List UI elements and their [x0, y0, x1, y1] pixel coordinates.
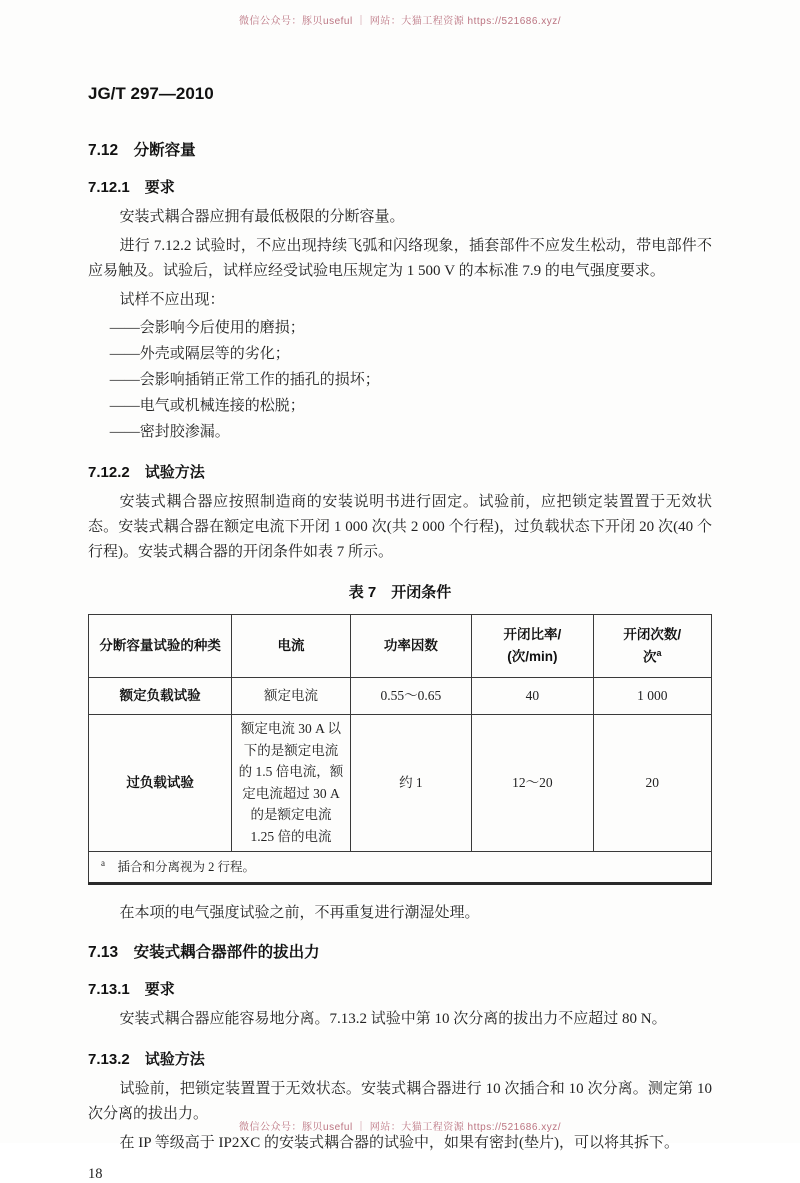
- section-7-13-2-title: 7.13.2 试验方法: [88, 1050, 205, 1068]
- paragraph: 在本项的电气强度试验之前，不再重复进行潮湿处理。: [119, 904, 480, 921]
- header-switch-rate-line1: 开闭比率/: [503, 627, 562, 643]
- header-test-kind: 分断容量试验的种类: [89, 615, 232, 678]
- cell-count: 20: [593, 715, 711, 852]
- list-item: ——会影响今后使用的磨损；: [109, 320, 305, 336]
- header-power-factor: 功率因数: [350, 615, 471, 678]
- paragraph: 在 IP 等级高于 IP2XC 的安装式耦合器的试验中，如果有密封(垫片)，可以将其拆下。: [119, 1134, 679, 1151]
- header-switch-count-line2: 次$^a$: [643, 647, 662, 665]
- cell-count: 1 000: [593, 678, 711, 715]
- paragraph: 进行 7.12.2 试验时，不应出现持续飞弧和闪络现象，插套部件不应发生松动，带电部件不应易触及。试验后，试样应经受试验电压规定为 1 500 V 的本标准 7.9 的电气强度要求。: [88, 238, 712, 279]
- list-item: ——外壳或隔层等的劣化；: [109, 346, 290, 362]
- section-7-12-2-title: 7.12.2 试验方法: [88, 464, 205, 481]
- table-footnote-row: [89, 851, 712, 883]
- section-7-13-1-title: 7.13.1 要求: [88, 980, 175, 998]
- page-number: 18: [88, 1165, 103, 1182]
- section-7-13-title: 7.13 安装式耦合器部件的拔出力: [88, 943, 320, 961]
- paragraph: 安装式耦合器应能容易地分离。7.13.2 试验中第 10 次分离的拔出力不应超过 80 N。: [119, 1010, 667, 1027]
- watermark-bottom: 微信公众号：豚贝useful ｜ 网站：大猫工程资源 https://521686.xyz/: [239, 1122, 561, 1133]
- header-switch-count: [593, 615, 711, 678]
- table-footnote: $^a$ 插合和分离视为 2 行程。: [89, 851, 712, 883]
- header-switch-rate: [472, 615, 593, 678]
- doc-number: JG/T 297—2010: [88, 84, 214, 103]
- cell-rate: 40: [472, 678, 593, 715]
- cell-current: 额定电流: [232, 678, 350, 715]
- paragraph: 安装式耦合器应拥有最低极限的分断容量。: [119, 209, 405, 225]
- cell-power-factor: 约 1: [350, 715, 471, 852]
- paragraph: 安装式耦合器应按照制造商的安装说明书进行固定。试验前，应把锁定装置置于无效状态。安装式耦合器在额定电流下开闭 1 000 次(共 2 000 个行程)，过负载状态下开闭 20 次(40 个行程)。安装式耦合器的开闭条件如表 7 所示。: [88, 494, 712, 560]
- footnote-marker: a: [101, 857, 105, 868]
- table-row-rated-load: [89, 678, 712, 715]
- dash-list: [88, 315, 712, 445]
- section-7-12-1-title: 7.12.1 要求: [88, 179, 175, 196]
- section-7-12-title: 7.12 分断容量: [88, 142, 196, 159]
- footnote-marker: a: [656, 647, 662, 658]
- cell-current: 额定电流 30 A 以下的是额定电流的 1.5 倍电流，额定电流超过 30 A 的是额定电流 1.25 倍的电流: [232, 715, 350, 852]
- list-item: ——电气或机械连接的松脱；: [109, 398, 305, 414]
- watermark-top: 微信公众号：豚贝useful ｜ 网站：大猫工程资源 https://521686.xyz/: [239, 16, 561, 27]
- list-item: ——会影响插销正常工作的插孔的损坏；: [109, 372, 380, 388]
- cell-rate: 12～20: [472, 715, 593, 852]
- header-switch-count-line1: 开闭次数/: [623, 627, 682, 643]
- cell-kind: 过负载试验: [89, 715, 232, 852]
- header-switch-rate-line2: (次/min): [507, 649, 558, 664]
- table-row-overload: [89, 715, 712, 852]
- table-header-row: [89, 615, 712, 678]
- table-7-caption: 表 7 开闭条件: [348, 584, 452, 601]
- paragraph: 试样不应出现：: [119, 292, 225, 308]
- table-7: [88, 614, 712, 885]
- cell-kind: 额定负载试验: [89, 678, 232, 715]
- paragraph: 试验前，把锁定装置置于无效状态。安装式耦合器进行 10 次插合和 10 次分离。测定第 10 次分离的拔出力。: [88, 1080, 712, 1122]
- header-current: 电流: [232, 615, 350, 678]
- cell-power-factor: 0.55～0.65: [350, 678, 471, 715]
- list-item: ——密封胶渗漏。: [109, 424, 230, 440]
